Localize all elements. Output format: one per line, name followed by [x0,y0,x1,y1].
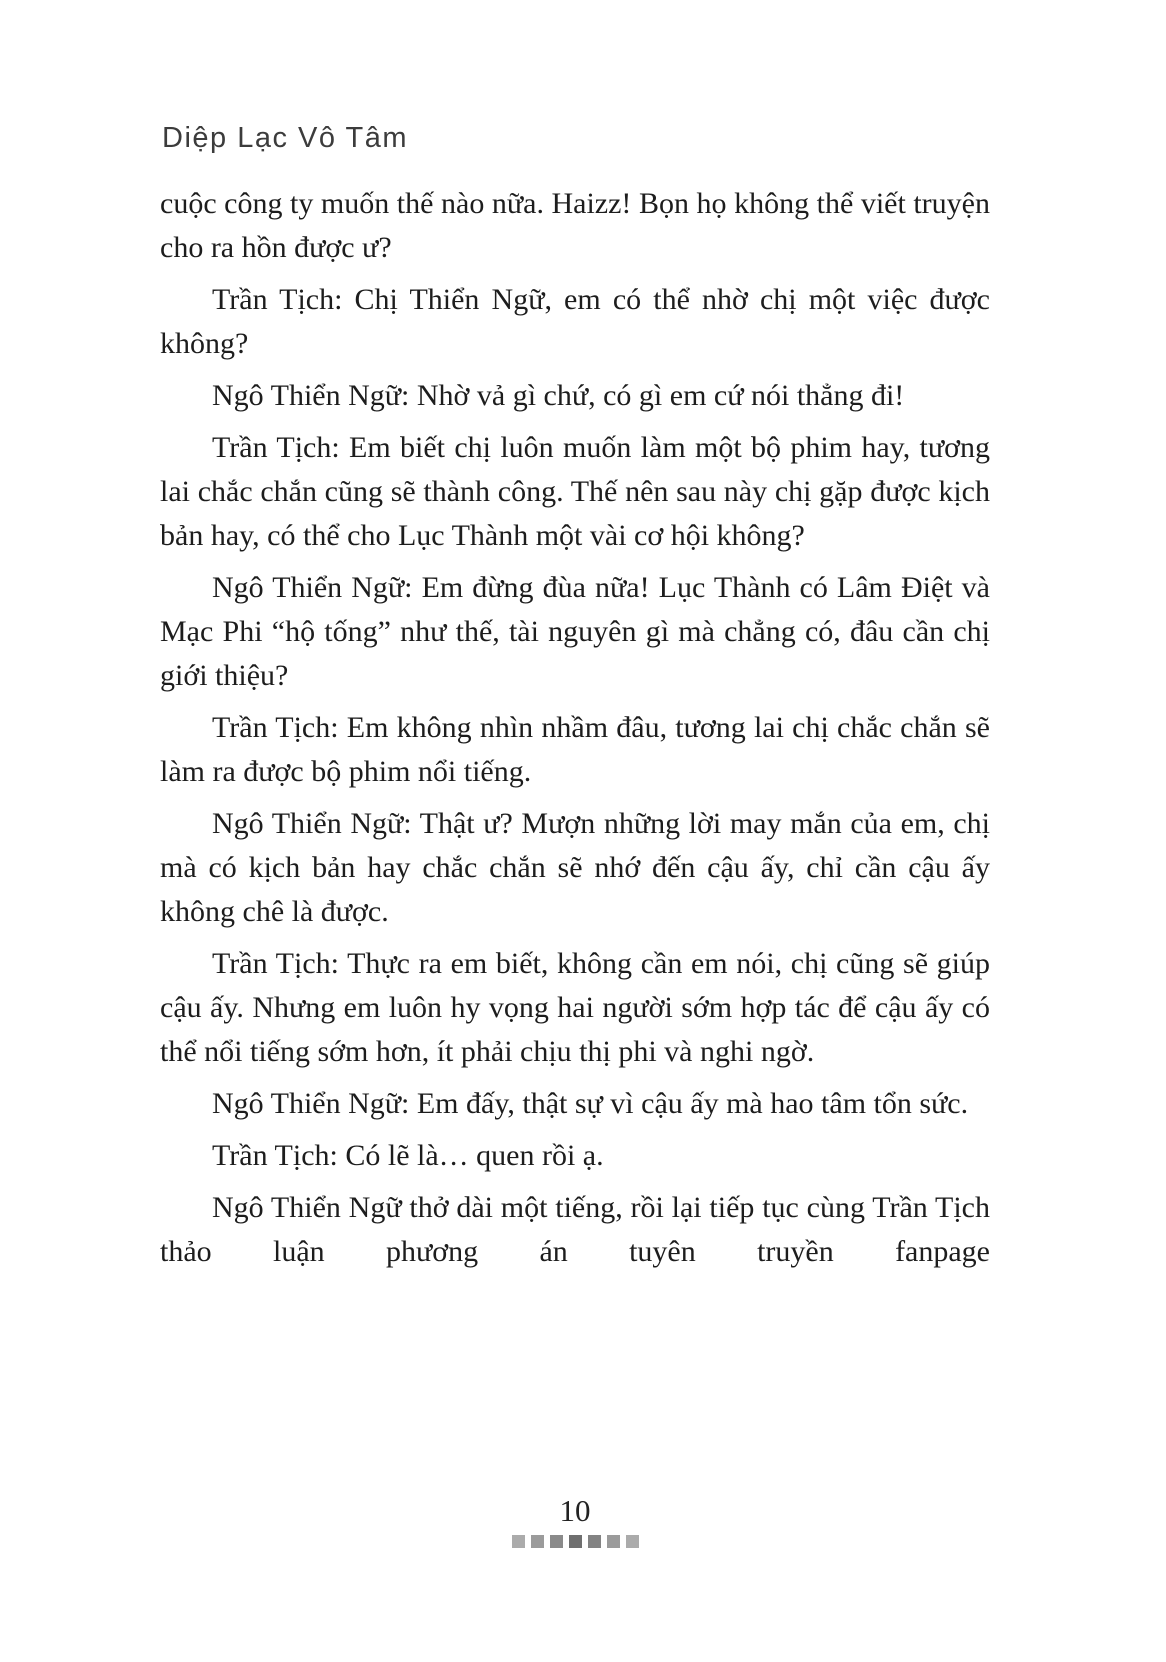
ornament-square [512,1535,525,1548]
ornament-square [607,1535,620,1548]
ornament-square [550,1535,563,1548]
paragraph: Ngô Thiển Ngữ: Em đấy, thật sự vì cậu ấy mà hao tâm tổn sức. [212,1087,969,1120]
paragraph: Trần Tịch: Thực ra em biết, không cần em nói, chị cũng sẽ giúp cậu ấy. Nhưng em luôn hy vọng hai người sớm hợp tác để cậu ấy có thể nổi tiếng sớm hơn, ít phải chịu thị phi và nghi ngờ. [160,947,990,1068]
paragraph: Trần Tịch: Chị Thiển Ngữ, em có thể nhờ chị một việc được không? [160,283,990,360]
paragraph: Ngô Thiển Ngữ: Nhờ vả gì chứ, có gì em cứ nói thẳng đi! [212,379,905,412]
paragraph: cuộc công ty muốn thế nào nữa. Haizz! Bọn họ không thể viết truyện cho ra hồn được ư? [160,187,990,264]
paragraph: Ngô Thiển Ngữ: Em đừng đùa nữa! Lục Thành có Lâm Điệt và Mạc Phi “hộ tống” như thế, tài nguyên gì mà chẳng có, đâu cần chị giới thiệu? [160,571,990,692]
page-footer [160,1494,990,1548]
page-body [160,182,990,1282]
page-number: 10 [559,1493,591,1528]
ornament-square [531,1535,544,1548]
paragraph: Trần Tịch: Có lẽ là… quen rồi ạ. [212,1139,604,1172]
running-header-title: Diệp Lạc Vô Tâm [162,122,409,154]
ornament-square [626,1535,639,1548]
page-footer-ornament [160,1535,990,1548]
paragraph: Ngô Thiển Ngữ: Thật ư? Mượn những lời may mắn của em, chị mà có kịch bản hay chắc chắn sẽ nhớ đến cậu ấy, chỉ cần cậu ấy không chê là được. [160,807,990,928]
paragraph: Trần Tịch: Em không nhìn nhầm đâu, tương lai chị chắc chắn sẽ làm ra được bộ phim nổi tiếng. [160,711,990,788]
ornament-square [569,1535,582,1548]
paragraph: Ngô Thiển Ngữ thở dài một tiếng, rồi lại tiếp tục cùng Trần Tịch thảo luận phương án tuyên truyền fanpage [160,1191,990,1268]
paragraph: Trần Tịch: Em biết chị luôn muốn làm một bộ phim hay, tương lai chắc chắn cũng sẽ thành công. Thế nên sau này chị gặp được kịch bản hay, có thể cho Lục Thành một vài cơ hội không? [160,431,990,552]
ornament-square [588,1535,601,1548]
